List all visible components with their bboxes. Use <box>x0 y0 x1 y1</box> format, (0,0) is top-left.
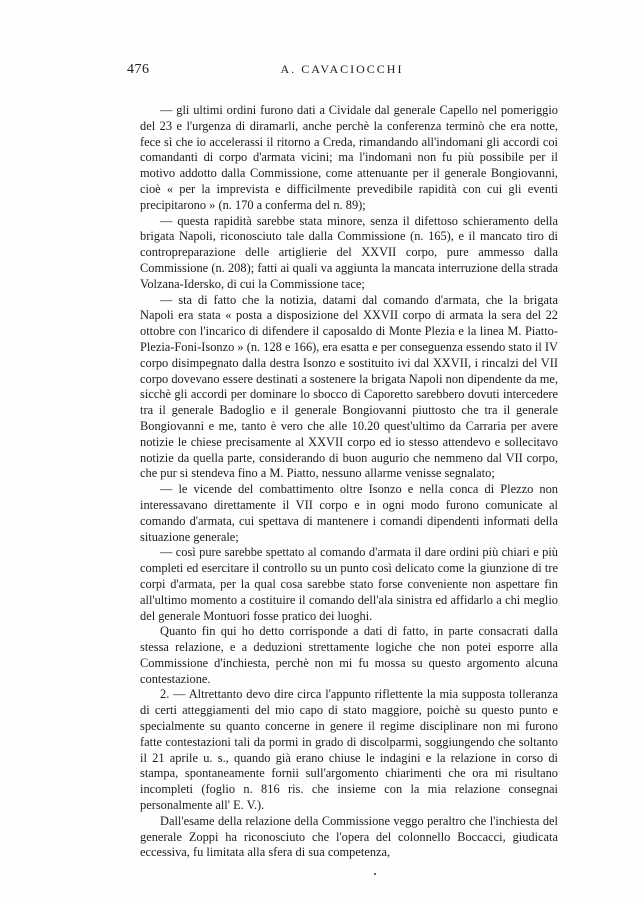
page-header <box>127 62 557 82</box>
page-number: 476 <box>127 62 150 77</box>
paragraph-1: — gli ultimi ordini furono dati a Cividale dal generale Capello nel pomeriggio del 23 e l'urgenza di diramarli, anche perchè la conferenza terminò che era notte, fece sì che io accelerassi il ritorno a Creda, rimandando all'indomani gli accordi coi comandanti di corpo d'armata vicini; ma l'indomani non fu più possibile per il motivo addotto dalla Commissione, come attenuante per il generale Bongiovanni, cioè « per la imprevista e difficilmente prevedibile rapidità con cui gli eventi precipitarono » (n. 170 a conferma del n. 89); <box>140 103 558 212</box>
paragraph-5: — così pure sarebbe spettato al comando d'armata il dare ordini più chiari e più completi ed esercitare il controllo su un punto così delicato come la giunzione di tre corpi d'armata, per la qual cosa sarebbe stato forse conveniente non aspettare fin all'ultimo momento a costituire il comando dell'ala sinistra ed affidarlo a chi meglio del generale Montuori fosse pratico dei luoghi. <box>140 545 558 623</box>
paragraph-3: — sta di fatto che la notizia, datami dal comando d'armata, che la brigata Napoli era stata « posta a disposizione del XXVII corpo di armata la sera del 22 ottobre con l'incarico di difendere il caposaldo di Monte Plezia e la linea M. Piatto-Plezia-Foni-Isonzo » (n. 128 e 166), era esatta e per conseguenza essendo stato il IV corpo disimpegnato dalla destra Isonzo e sostituito ivi dal XXVII, i rincalzi del VII corpo dovevano essere destinati a sostenere la brigata Napoli non dipendente da me, sicchè gli accordi per dominare lo sbocco di Caporetto sarebbero dovuti intercedere tra il generale Badoglio e il generale Bongiovanni piuttosto che tra il generale Bongiovanni e me, tanto è vero che alle 10.20 quest'ultimo da Carraria per avere notizie le chiese precisamente al XXVII corpo ed io stesso attendevo e sollecitavo notizie da quella parte, considerando di buon augurio che nemmeno dal VII corpo, che pur si stendeva fino a M. Piatto, nessuno allarme venisse segnalato; <box>140 292 558 481</box>
paper-speck <box>374 873 376 875</box>
paragraph-7: 2. — Altrettanto devo dire circa l'appunto riflettente la mia supposta tolleranza di certi atteggiamenti del mio capo di stato maggiore, poichè su questo punto e specialmente su quanto concerne in genere il regime disciplinare non mi furono fatte contestazioni tali da pormi in grado di discolparmi, soggiungendo che soltanto il 21 aprile u. s., quando già erano chiuse le indagini e la relazione in corso di stampa, spontaneamente fornii sull'argomento chiarimenti che ora mi risultano incompleti (foglio n. 816 ris. che insieme con la mia relazione consegnai personalmente all' E. V.). <box>140 687 558 813</box>
running-head: A. CAVACIOCCHI <box>280 62 404 76</box>
body-text <box>140 103 558 861</box>
paragraph-4: — le vicende del combattimento oltre Isonzo e nella conca di Plezzo non interessavano direttamente il VII corpo e in ogni modo furono comunicate al comando d'armata, cui spettava di mantenere i comandi dipendenti informati della situazione generale; <box>140 482 558 544</box>
paragraph-6: Quanto fin qui ho detto corrisponde a dati di fatto, in parte consacrati dalla stessa relazione, e a deduzioni strettamente logiche che non potei esporre alla Commissione d'inchiesta, perchè non mi fu mossa su questo argomento alcuna contestazione. <box>140 624 558 686</box>
paragraph-8: Dall'esame della relazione della Commissione veggo peraltro che l'inchiesta del generale Zoppi ha riconosciuto che l'opera del colonnello Boccacci, giudicata eccessiva, fu limitata alla sfera di sua competenza, <box>140 813 558 860</box>
paragraph-2: — questa rapidità sarebbe stata minore, senza il difettoso schieramento della brigata Napoli, riconosciuto tale dalla Commissione (n. 165), e il mancato tiro di contropreparazione delle artiglierie del XXVII corpo, pure ammesso dalla Commissione (n. 208); fatti ai quali va aggiunta la mancata interruzione della strada Volzana-Idersko, di cui la Commissione tace; <box>140 213 558 291</box>
